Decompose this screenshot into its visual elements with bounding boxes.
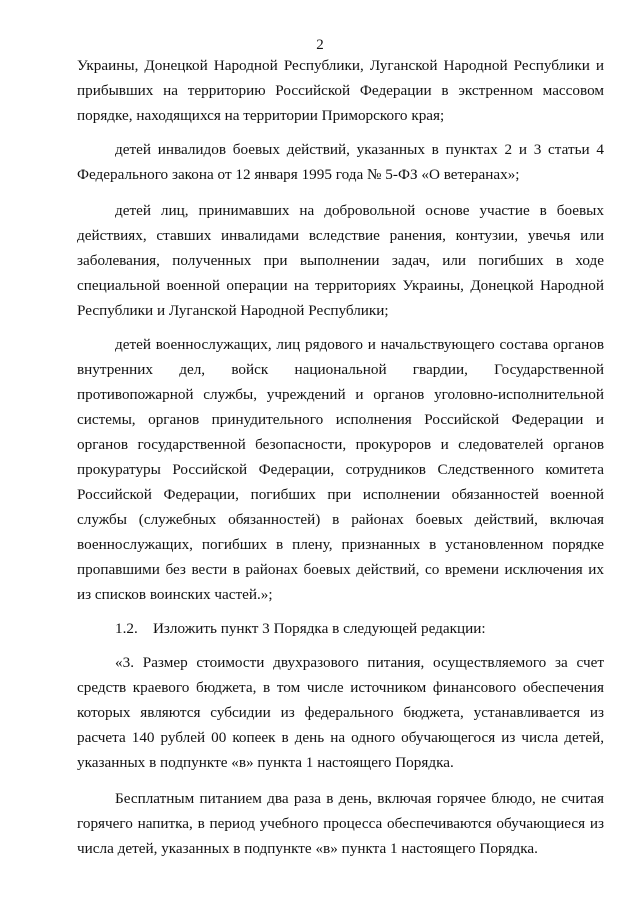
paragraph-volunteers-children: детей лиц, принимавших на добровольной основе участие в боевых действиях, ставших инвалидами вследствие ранения, контузии, увечья или заболевания, полученных при выполнении задач, или погибших в ходе специальной военной операции на территориях Украины, Донецкой Народной Республики и Луганской Народной Республики; xyxy=(77,202,604,319)
paragraph-amendment-1-2: 1.2. Изложить пункт 3 Порядка в следующей редакции: xyxy=(115,620,486,637)
paragraph-free-meals: Бесплатным питанием два раза в день, включая горячее блюдо, не считая горячего напитка, в период учебного процесса обеспечиваются обучающиеся из числа детей, указанных в подпункте «в» пункта 1 настоящего Порядка. xyxy=(77,790,604,857)
paragraph-meal-cost: «3. Размер стоимости двухразового питания, осуществляемого за счет средств краевого бюджета, в том числе источником финансового обеспечения которых являются субсидии из федерального бюджета, устанавливается из расчета 140 рублей 00 копеек в день на одного обучающегося из числа детей, указанных в подпункте «в» пункта 1 настоящего Порядка. xyxy=(77,654,604,771)
page-number: 2 xyxy=(316,37,324,53)
paragraph-disabled-veterans-children: детей инвалидов боевых действий, указанных в пунктах 2 и 3 статьи 4 Федерального закона от 12 января 1995 года № 5-ФЗ «О ветеранах»; xyxy=(77,141,604,183)
paragraph-servicemen-children: детей военнослужащих, лиц рядового и начальствующего состава органов внутренних дел, войск национальной гвардии, Государственной противопожарной службы, учреждений и органов уголовно-исполнительной системы, органов принудительного исполнения Российской Федерации и органов государственной безопасности, прокуроров и следователей органов прокуратуры Российской Федерации, сотрудников Следственного комитета Российской Федерации, погибших при исполнении обязанностей военной службы (служебных обязанностей) в районах боевых действий, включая военнослужащих, погибших в плену, признанных в установленном порядке пропавшими без вести в районах боевых действий, со времени исключения их из списков воинских частей.»; xyxy=(77,336,604,603)
paragraph-continuation: Украины, Донецкой Народной Республики, Луганской Народной Республики и прибывших на территорию Российской Федерации в экстренном массовом порядке, находящихся на территории Приморского края; xyxy=(77,57,604,124)
document-body xyxy=(77,53,604,861)
